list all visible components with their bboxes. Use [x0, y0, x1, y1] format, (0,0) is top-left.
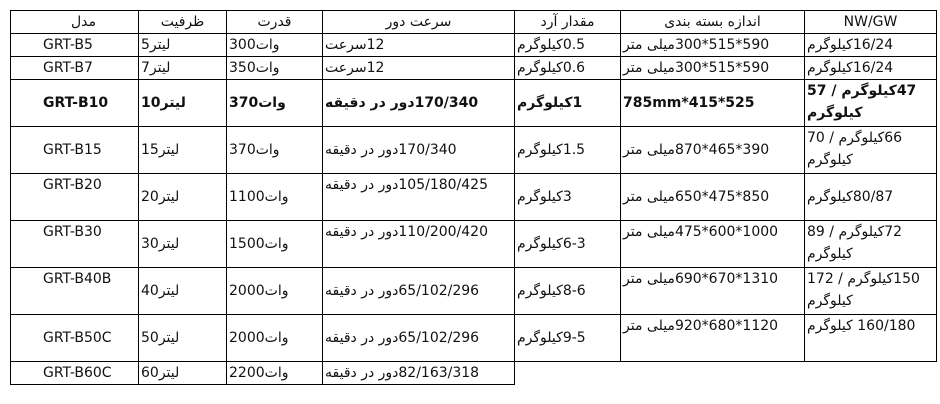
cell-nwgw: 150کیلوگرم / 172 کیلوگرم	[805, 268, 937, 315]
cell-power: 350وات	[227, 57, 323, 80]
table-row	[11, 174, 937, 221]
cell-speed: 12سرعت	[323, 57, 515, 80]
table-row	[11, 57, 937, 80]
cell-packing: 850*475*650میلی متر	[621, 174, 805, 221]
cell-flour: 0.6کیلوگرم	[515, 57, 621, 80]
cell-flour: 0.5کیلوگرم	[515, 34, 621, 57]
table-row	[11, 221, 937, 268]
cell-nwgw: 66کیلوگرم / 70 کیلوگرم	[805, 127, 937, 174]
cell-packing: 1000*600*475میلی متر	[621, 221, 805, 268]
table-row	[11, 80, 937, 127]
cell-nwgw: 160/180 کیلوگرم	[805, 315, 937, 362]
table-row	[11, 362, 937, 385]
cell-packing: 390*465*870میلی متر	[621, 127, 805, 174]
cell-capacity: 30لیتر	[139, 221, 227, 268]
cell-flour: 3کیلوگرم	[515, 174, 621, 221]
cell-model: GRT-B20	[11, 174, 139, 221]
cell-power: 370وات	[227, 127, 323, 174]
cell-power: 2000وات	[227, 315, 323, 362]
cell-flour	[515, 362, 621, 385]
header-speed: سرعت دور	[323, 11, 515, 34]
cell-speed: 82/163/318دور در دقیقه	[323, 362, 515, 385]
cell-model: GRT-B15	[11, 127, 139, 174]
cell-flour: 1کیلوگرم	[515, 80, 621, 127]
cell-speed: 170/340دور در دقیقه	[323, 80, 515, 127]
cell-capacity: 60لیتر	[139, 362, 227, 385]
cell-packing: 590*515*300میلی متر	[621, 34, 805, 57]
cell-nwgw: 16/24کیلوگرم	[805, 57, 937, 80]
header-nwgw: NW/GW	[805, 11, 937, 34]
cell-capacity: 20لیتر	[139, 174, 227, 221]
cell-power: 370وات	[227, 80, 323, 127]
cell-capacity: 7لیتر	[139, 57, 227, 80]
header-packing: اندازه بسته بندی	[621, 11, 805, 34]
cell-model: GRT-B50C	[11, 315, 139, 362]
cell-speed: 12سرعت	[323, 34, 515, 57]
cell-capacity: 5لیتر	[139, 34, 227, 57]
cell-capacity: 40لیتر	[139, 268, 227, 315]
cell-nwgw: 80/87کیلوگرم	[805, 174, 937, 221]
cell-speed: 65/102/296دور در دقیقه	[323, 268, 515, 315]
header-flour: مقدار آرد	[515, 11, 621, 34]
cell-nwgw: 16/24کیلوگرم	[805, 34, 937, 57]
cell-model: GRT-B5	[11, 34, 139, 57]
spec-table	[10, 10, 937, 385]
cell-power: 1500وات	[227, 221, 323, 268]
table-row	[11, 34, 937, 57]
header-model: مدل	[11, 11, 139, 34]
header-capacity: ظرفیت	[139, 11, 227, 34]
cell-power: 1100وات	[227, 174, 323, 221]
cell-flour: 8-6کیلوگرم	[515, 268, 621, 315]
cell-nwgw	[805, 362, 937, 385]
header-power: قدرت	[227, 11, 323, 34]
cell-flour: 9-5کیلوگرم	[515, 315, 621, 362]
cell-capacity: 10لیتر	[139, 80, 227, 127]
cell-capacity: 50لیتر	[139, 315, 227, 362]
cell-speed: 170/340دور در دقیقه	[323, 127, 515, 174]
cell-packing: 1310*670*690میلی متر	[621, 268, 805, 315]
cell-power: 2200وات	[227, 362, 323, 385]
cell-packing: 590*515*300میلی متر	[621, 57, 805, 80]
cell-model: GRT-B60C	[11, 362, 139, 385]
cell-nwgw: 47کیلوگرم / 57 کیلوگرم	[805, 80, 937, 127]
table-row	[11, 127, 937, 174]
cell-model: GRT-B7	[11, 57, 139, 80]
cell-flour: 6-3کیلوگرم	[515, 221, 621, 268]
cell-packing: 525*415*785mm	[621, 80, 805, 127]
cell-capacity: 15لیتر	[139, 127, 227, 174]
cell-packing	[621, 362, 805, 385]
cell-model: GRT-B40B	[11, 268, 139, 315]
table-row	[11, 268, 937, 315]
cell-nwgw: 72کیلوگرم / 89 کیلوگرم	[805, 221, 937, 268]
cell-speed: 105/180/425دور در دقیقه	[323, 174, 515, 221]
cell-model: GRT-B30	[11, 221, 139, 268]
cell-model: GRT-B10	[11, 80, 139, 127]
cell-power: 2000وات	[227, 268, 323, 315]
cell-flour: 1.5کیلوگرم	[515, 127, 621, 174]
cell-packing: 1120*680*920میلی متر	[621, 315, 805, 362]
header-row	[11, 11, 937, 34]
table-row	[11, 315, 937, 362]
cell-speed: 65/102/296دور در دقیقه	[323, 315, 515, 362]
cell-speed: 110/200/420دور در دقیقه	[323, 221, 515, 268]
cell-power: 300وات	[227, 34, 323, 57]
